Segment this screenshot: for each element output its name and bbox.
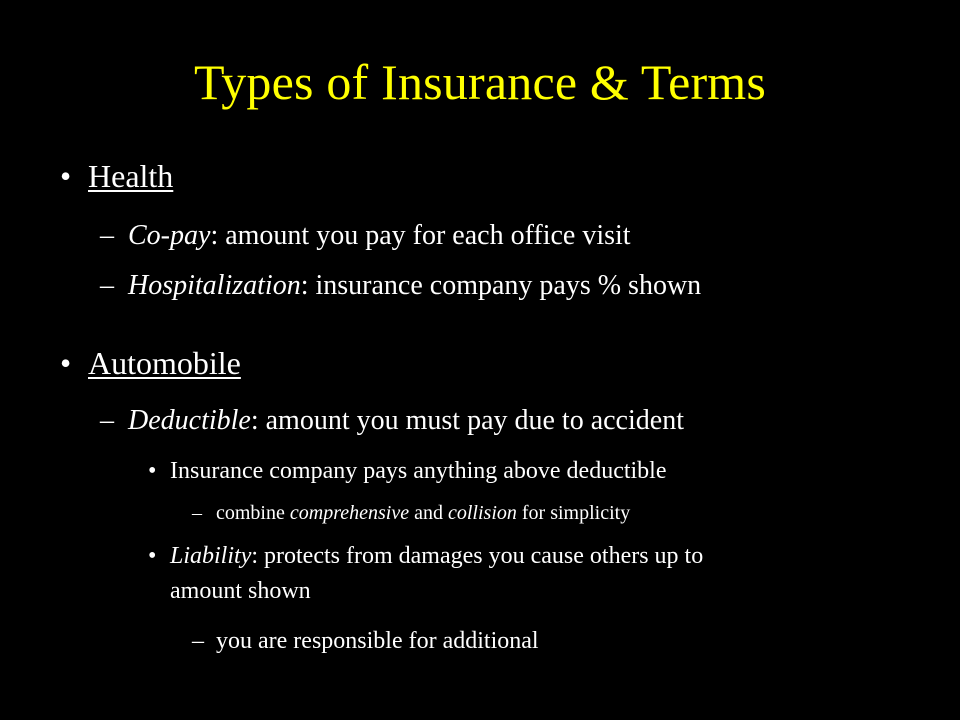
combine-text-mid: and <box>409 502 448 524</box>
term-hospitalization: Hospitalization <box>128 270 301 301</box>
dash-marker: – <box>192 502 202 524</box>
combine-text-pre: combine <box>216 502 290 524</box>
sub-bullet-text: Insurance company pays anything above deductible <box>170 458 667 484</box>
sub-bullet-liability <box>148 543 703 571</box>
heading-automobile: Automobile <box>88 345 241 381</box>
item-deductible <box>100 405 684 437</box>
dash-marker: – <box>100 220 114 251</box>
sub-bullet-insurance-pays <box>148 458 667 486</box>
slide-title: Types of Insurance & Terms <box>193 54 767 110</box>
definition-liability: : protects from damages you cause others up to <box>251 543 704 569</box>
combine-text-post: for simplicity <box>516 502 631 524</box>
term-comprehensive: comprehensive <box>289 502 410 524</box>
definition-deductible: : amount you must pay due to accident <box>250 405 684 436</box>
heading-health: Health <box>88 158 174 194</box>
item-co-pay <box>100 220 631 252</box>
item-hospitalization <box>100 270 701 302</box>
bullet-marker: • <box>60 158 72 194</box>
bullet-automobile <box>60 345 241 382</box>
term-co-pay: Co-pay <box>128 220 211 251</box>
responsible-text: you are responsible for additional <box>216 628 539 654</box>
term-deductible: Deductible <box>128 405 251 436</box>
term-liability: Liability <box>170 543 252 569</box>
liability-continuation: amount shown <box>170 578 311 604</box>
bullet-marker: • <box>148 543 157 569</box>
sub-sub-responsible <box>192 628 539 656</box>
bullet-health <box>60 158 173 195</box>
definition-hospitalization: : insurance company pays % shown <box>300 270 702 301</box>
definition-co-pay: : amount you pay for each office visit <box>210 220 631 251</box>
dash-marker: – <box>100 405 114 436</box>
bullet-marker: • <box>60 345 72 381</box>
dash-marker: – <box>192 628 204 654</box>
sub-sub-combine <box>192 502 630 525</box>
bullet-marker: • <box>148 458 157 484</box>
dash-marker: – <box>100 270 114 301</box>
term-collision: collision <box>447 502 517 524</box>
